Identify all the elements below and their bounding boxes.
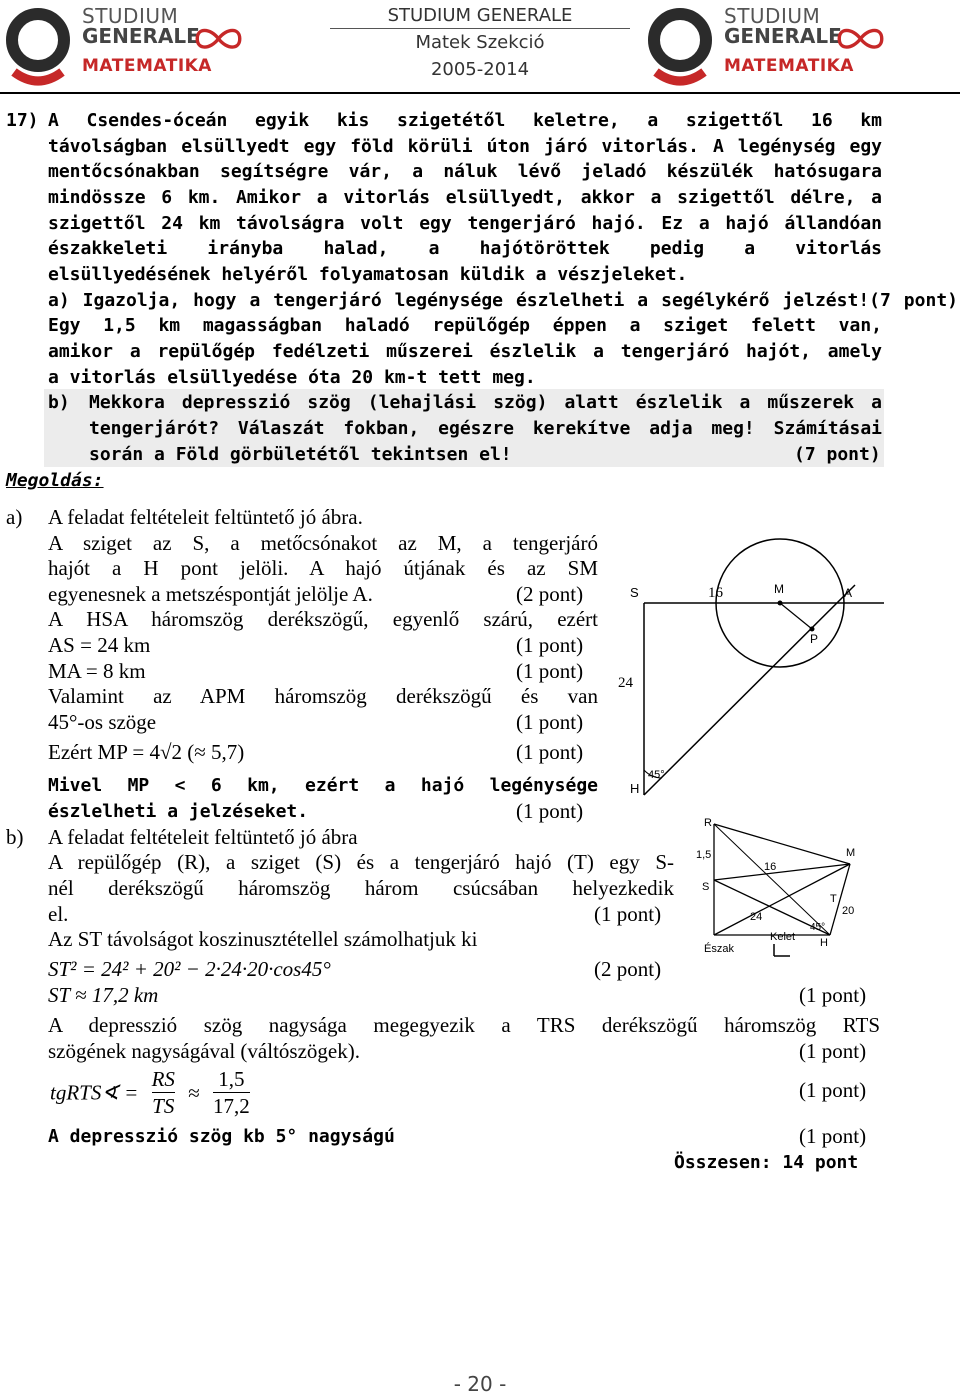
logo-ring-icon [646, 2, 720, 92]
sol-a-line-2: A sziget az S, a metőcsónakot az M, a tengerjáró [48, 531, 598, 555]
logo-right [646, 2, 906, 92]
tg-den-1: TS [152, 1094, 175, 1118]
sol-b-line-6: ST² = 24² + 20² − 2·24·20·cos45° [48, 957, 331, 981]
sol-b-pts-1: (1 pont) [594, 902, 662, 926]
sol-b-line-2: A repülőgép (R), a sziget (S) és a tengerjáró hajó (T) egy S- [48, 850, 674, 874]
problem-line-2: távolságban elsüllyedt egy föld körüli úton járó vitorlás. A legénység egy [48, 136, 882, 157]
logo-matematika: MATEMATIKA [82, 56, 212, 76]
fig2-label-kelet: Kelet [770, 931, 796, 943]
fig1-label-S: S [630, 585, 639, 600]
fig2-label-R: R [704, 817, 712, 829]
tg-approx: ≈ [188, 1080, 200, 1105]
header-divider [330, 28, 630, 29]
problem-line-5: szigettől 24 km távolságra volt egy tengerjáró hajó. Ez a hajó állandóan [48, 213, 882, 234]
problem-line-3: mentőcsónakban segítségre vár, a náluk lévő jeladó készülék hatósugara [48, 161, 882, 182]
tg-num-2: 1,5 [213, 1066, 250, 1093]
sol-a-line-1: A feladat feltételeit feltüntető jó ábra. [48, 505, 363, 529]
fig1-label-H: H [630, 781, 640, 796]
logo-ring-icon [4, 2, 78, 92]
tg-formula [50, 1066, 250, 1119]
problem-line-8: Egy 1,5 km magasságban haladó repülőgép éppen a sziget felett van, [48, 315, 882, 336]
problem-line-1: A Csendes-óceán egyik kis szigetétől keletre, a szigettől 16 km [48, 110, 882, 131]
sol-a-label: a) [6, 505, 23, 529]
fig1-label-45: 45° [648, 769, 665, 781]
sol-a-line-6: AS = 24 km [48, 633, 151, 657]
problem-line-6: északkeleti irányba halad, a hajótöröttek pedig a vitorlás [48, 238, 882, 259]
fig2-label-45: 45° [810, 922, 826, 933]
sol-b-pts-2: (2 pont) [594, 957, 662, 981]
fig1-label-24: 24 [618, 675, 633, 691]
logo-generale: GENERALE [724, 24, 842, 48]
problem-line-4: mindössze 6 km. Amikor a vitorlás elsüllyedt, akkor a szigettől délre, a [48, 187, 882, 208]
part-b-line-2: tengerjárót? Válaszát fokban, egészre kerekítve adja meg! Számításai [89, 418, 882, 439]
header-title: STUDIUM GENERALE [387, 5, 573, 26]
sol-a-pts-4: (1 pont) [516, 710, 584, 734]
sol-a-line-3: hajót a H pont jelöli. A hajó útjának és az SM [48, 556, 598, 580]
sol-b-line-3: nél derékszögű háromszög három csúcsában helyezkedik [48, 876, 674, 900]
sol-a-line-7: MA = 8 km [48, 659, 146, 683]
fig2-label-T: T [830, 893, 837, 905]
fig2-label-24: 24 [750, 911, 763, 923]
sol-b-label: b) [6, 825, 24, 849]
problem-part-a: a) Igazolja, hogy a tengerjáró legénysége észlelheti a segélykérő jelzést!(7 pont) [48, 290, 958, 311]
sol-total: Összesen: 14 pont [674, 1152, 859, 1173]
sol-b-line-5: Az ST távolságot koszinusztétellel számolhatjuk ki [48, 927, 478, 951]
infinity-icon [788, 26, 888, 56]
fig1-label-P: P [810, 632, 819, 646]
figure-1-diagram [600, 535, 900, 810]
sol-a-line-10: Ezért MP = 4√2 (≈ 5,7) [48, 740, 245, 764]
problem-line-10: a vitorlás elsüllyedése óta 20 km-t tett meg. [48, 367, 536, 388]
problem-line-7: elsüllyedésének helyéről folyamatosan küldik a vészjeleket. [48, 264, 688, 285]
sol-a-conclusion-2: észlelheti a jelzéseket. [48, 801, 309, 822]
page-number: - 20 - [453, 1372, 507, 1396]
sol-a-line-8: Valamint az APM háromszög derékszögű és van [48, 684, 598, 708]
tg-frac-2 [213, 1066, 250, 1119]
sol-a-line-9: 45°-os szöge [48, 710, 157, 734]
sol-a-pts-3: (1 pont) [516, 659, 584, 683]
sol-b-line-7: ST ≈ 17,2 km [48, 983, 159, 1007]
part-b-points: (7 pont) [794, 444, 881, 465]
logo-matematika: MATEMATIKA [724, 56, 854, 76]
sol-b-line-4: el. [48, 902, 69, 926]
solution-heading: Megoldás: [6, 470, 104, 491]
sol-b-pts-3: (1 pont) [799, 983, 867, 1007]
sol-a-pts-5: (1 pont) [516, 740, 584, 764]
problem-number: 17) [6, 110, 39, 131]
logo-studium: STUDIUM [724, 4, 821, 28]
sol-a-pts-2: (1 pont) [516, 633, 584, 657]
fig1-label-M: M [774, 582, 784, 596]
logo-generale: GENERALE [82, 24, 200, 48]
part-b-line-1: Mekkora depresszió szög (lehajlási szög) alatt észlelik a műszerek a [89, 392, 882, 413]
fig1-label-A: A [844, 586, 853, 600]
fig2-label-1-5: 1,5 [696, 849, 712, 861]
sol-b-line-9: szögének nagyságával (váltószögek). [48, 1039, 360, 1063]
sol-b-pts-6: (1 pont) [799, 1124, 867, 1148]
fig2-label-S: S [702, 881, 710, 893]
sol-b-pts-5: (1 pont) [799, 1078, 867, 1102]
tg-left: tgRTS∢ = [50, 1080, 139, 1105]
fig2-label-16: 16 [764, 861, 777, 873]
fig2-label-eszak: Észak [704, 943, 734, 955]
fig2-label-H: H [820, 937, 828, 949]
tg-den-2: 17,2 [212, 1094, 250, 1118]
sol-b-pts-4: (1 pont) [799, 1039, 867, 1063]
sol-b-line-8: A depresszió szög nagysága megegyezik a TRS derékszögű háromszög RTS [48, 1013, 880, 1037]
sol-final: A depresszió szög kb 5° nagyságú [48, 1126, 395, 1147]
sol-a-conclusion-pts: (1 pont) [516, 799, 584, 823]
header-years: 2005-2014 [430, 59, 530, 80]
header-center [330, 2, 630, 83]
sol-a-line-5: A HSA háromszög derékszögű, egyenlő szárú, ezért [48, 607, 598, 631]
infinity-icon [146, 26, 246, 56]
logo-studium: STUDIUM [82, 4, 179, 28]
tg-num-1: RS [151, 1067, 175, 1091]
fig2-label-20: 20 [842, 905, 855, 917]
sol-a-conclusion-1: Mivel MP < 6 km, ezért a hajó legénysége [48, 775, 598, 796]
figure-2-diagram [690, 810, 890, 960]
fig2-label-M: M [846, 847, 856, 859]
sol-a-pts-1: (2 pont) [516, 582, 584, 606]
fig1-label-16: 16 [708, 585, 723, 601]
problem-line-9: amikor a repülőgép fedélzeti műszerei észlelik a tengerjáró hajót, amely [48, 341, 882, 362]
header-subtitle: Matek Szekció [415, 32, 545, 53]
part-b-label: b) [48, 392, 70, 413]
tg-frac-1 [152, 1066, 175, 1119]
header-rule [0, 92, 960, 94]
part-b-line-3: során a Föld görbületétől tekintsen el! [89, 444, 512, 465]
sol-a-line-4: egyenesnek a metszéspontját jelölje A. [48, 582, 373, 606]
logo-left [4, 2, 264, 92]
sol-b-line-1: A feladat feltételeit feltüntető jó ábra [48, 825, 358, 849]
